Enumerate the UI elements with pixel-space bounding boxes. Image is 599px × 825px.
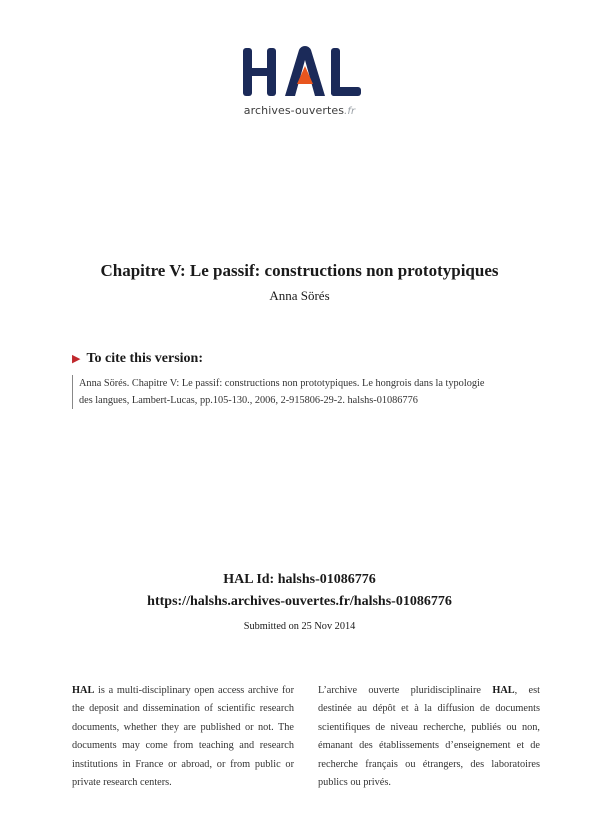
hal-logo-mark — [235, 44, 365, 100]
english-description-text: is a multi-disciplinary open access archive for the deposit and dissemination of scientific research documents, whether they are published or not. The documents may come from teaching and research institutions in France or abroad, or from public or private research centers. — [72, 685, 294, 789]
citation-line-1: Anna Sörés. Chapitre V: Le passif: constructions non prototypiques. Le hongrois dans la typologie — [79, 378, 485, 389]
french-description-before: L’archive ouverte pluridisciplinaire — [318, 685, 493, 696]
cite-heading-label: To cite this version: — [86, 351, 204, 366]
french-description-after: , est destinée au dépôt et à la diffusion de documents scientifiques de niveau recherche, publiés ou non, émanant des établissements d’enseignement et de recherche français ou étrangers, des laboratoires publics ou privés. — [318, 685, 540, 789]
logo-wordmark — [0, 104, 599, 117]
hal-logo — [0, 44, 599, 124]
citation-line-2: des langues, Lambert-Lucas, pp.105-130., 2006, 2-915806-29-2. halshs-01086776 — [79, 395, 418, 406]
hal-bold-fr: HAL — [492, 685, 515, 696]
citation-block — [72, 375, 545, 409]
cite-heading — [72, 351, 203, 367]
hal-url-link[interactable]: https://halshs.archives-ouvertes.fr/halshs-01086776 — [147, 594, 452, 609]
document-author: Anna Sörés — [269, 288, 330, 303]
submission-date: Submitted on 25 Nov 2014 — [243, 621, 356, 632]
french-description — [318, 682, 540, 792]
hal-bold-en: HAL — [72, 685, 95, 696]
logo-word: archives-ouvertes — [243, 104, 345, 117]
logo-suffix: .fr — [344, 106, 356, 117]
triangle-right-icon: ▶ — [72, 353, 81, 365]
document-title: Chapitre V: Le passif: constructions non prototypiques — [100, 261, 499, 280]
english-description — [72, 682, 294, 792]
hal-id: HAL Id: halshs-01086776 — [223, 572, 376, 587]
